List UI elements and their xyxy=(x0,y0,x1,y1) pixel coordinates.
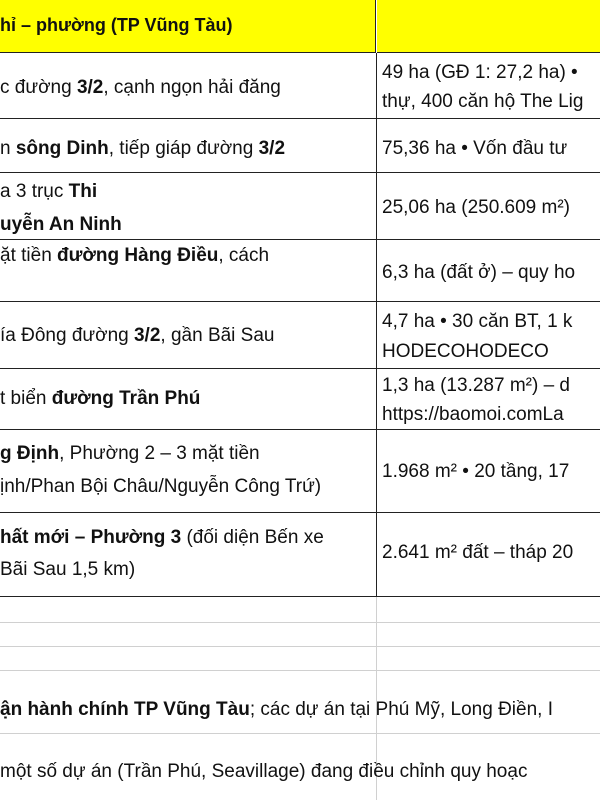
table-row xyxy=(0,430,600,513)
cell-text-line: hất mới – Phường 3 (đối diện Bến xe xyxy=(0,527,324,548)
scale-cell[interactable] xyxy=(377,53,600,118)
location-cell[interactable] xyxy=(0,53,377,118)
table-row xyxy=(0,53,600,119)
cell-text-line: t biển đường Trần Phú xyxy=(0,388,201,409)
table-row xyxy=(0,240,600,302)
location-cell[interactable] xyxy=(0,302,377,368)
scale-cell[interactable] xyxy=(377,302,600,368)
cell-text-line: g Định, Phường 2 – 3 mặt tiền xyxy=(0,443,260,464)
cell-text-line: 25,06 ha (250.609 m²) xyxy=(382,197,571,218)
table-row xyxy=(0,173,600,240)
cell-text-line: HODECOHODECO xyxy=(382,341,549,362)
location-cell[interactable] xyxy=(0,430,377,512)
footnote-line[interactable]: một số dự án (Trần Phú, Seavillage) đang điều chỉnh quy hoạc xyxy=(0,761,528,782)
location-cell[interactable] xyxy=(0,513,377,596)
cell-text-line: a 3 trục Thi xyxy=(0,181,98,202)
table-row xyxy=(0,302,600,369)
cell-text-line: ặt tiền đường Hàng Điều, cách xyxy=(0,245,270,266)
location-cell[interactable] xyxy=(0,173,377,239)
cell-text-line: uyễn An Ninh xyxy=(0,214,122,235)
cell-text-line: 2.641 m² đất – tháp 20 xyxy=(382,542,574,563)
cell-text-line: ịnh/Phan Bội Châu/Nguyễn Công Trứ) xyxy=(0,476,322,497)
table-row xyxy=(0,119,600,173)
cell-text-line: ía Đông đường 3/2, gần Bãi Sau xyxy=(0,325,275,346)
cell-text-line: thự, 400 căn hộ The Lig xyxy=(382,91,584,112)
header-cell-location[interactable] xyxy=(0,0,376,53)
cell-text-line: 49 ha (GĐ 1: 27,2 ha) • xyxy=(382,62,578,83)
cell-text-line: n sông Dinh, tiếp giáp đường 3/2 xyxy=(0,138,286,159)
cell-text-line: 75,36 ha • Vốn đầu tư xyxy=(382,138,568,159)
gridline xyxy=(0,646,600,647)
location-cell[interactable] xyxy=(0,240,377,301)
cell-text-line: 6,3 ha (đất ở) – quy ho xyxy=(382,262,576,283)
scale-cell[interactable] xyxy=(377,240,600,301)
scale-cell[interactable] xyxy=(377,173,600,239)
scale-cell[interactable] xyxy=(377,369,600,429)
location-cell[interactable] xyxy=(0,369,377,429)
header-cell-scale[interactable] xyxy=(377,0,600,53)
cell-text-line: c đường 3/2, cạnh ngọn hải đăng xyxy=(0,77,281,98)
cell-text-line: https://baomoi.comLa xyxy=(382,404,564,425)
scale-cell[interactable] xyxy=(377,119,600,172)
cell-text-line: 1,3 ha (13.287 m²) – d xyxy=(382,375,570,396)
scale-cell[interactable] xyxy=(377,430,600,512)
table-row xyxy=(0,513,600,597)
gridline xyxy=(0,670,600,671)
gridline xyxy=(0,622,600,623)
footnote-line[interactable]: ận hành chính TP Vũng Tàu; các dự án tại Phú Mỹ, Long Điền, I xyxy=(0,699,553,720)
gridline xyxy=(0,733,600,734)
cell-text-line: Bãi Sau 1,5 km) xyxy=(0,559,136,580)
cell-text-line: 1.968 m² • 20 tầng, 17 xyxy=(382,461,570,482)
table-row xyxy=(0,369,600,430)
scale-cell[interactable] xyxy=(377,513,600,596)
header-location-label: hỉ – phường (TP Vũng Tàu) xyxy=(0,15,233,35)
cell-text-line: 4,7 ha • 30 căn BT, 1 k xyxy=(382,311,573,332)
location-cell[interactable] xyxy=(0,119,377,172)
